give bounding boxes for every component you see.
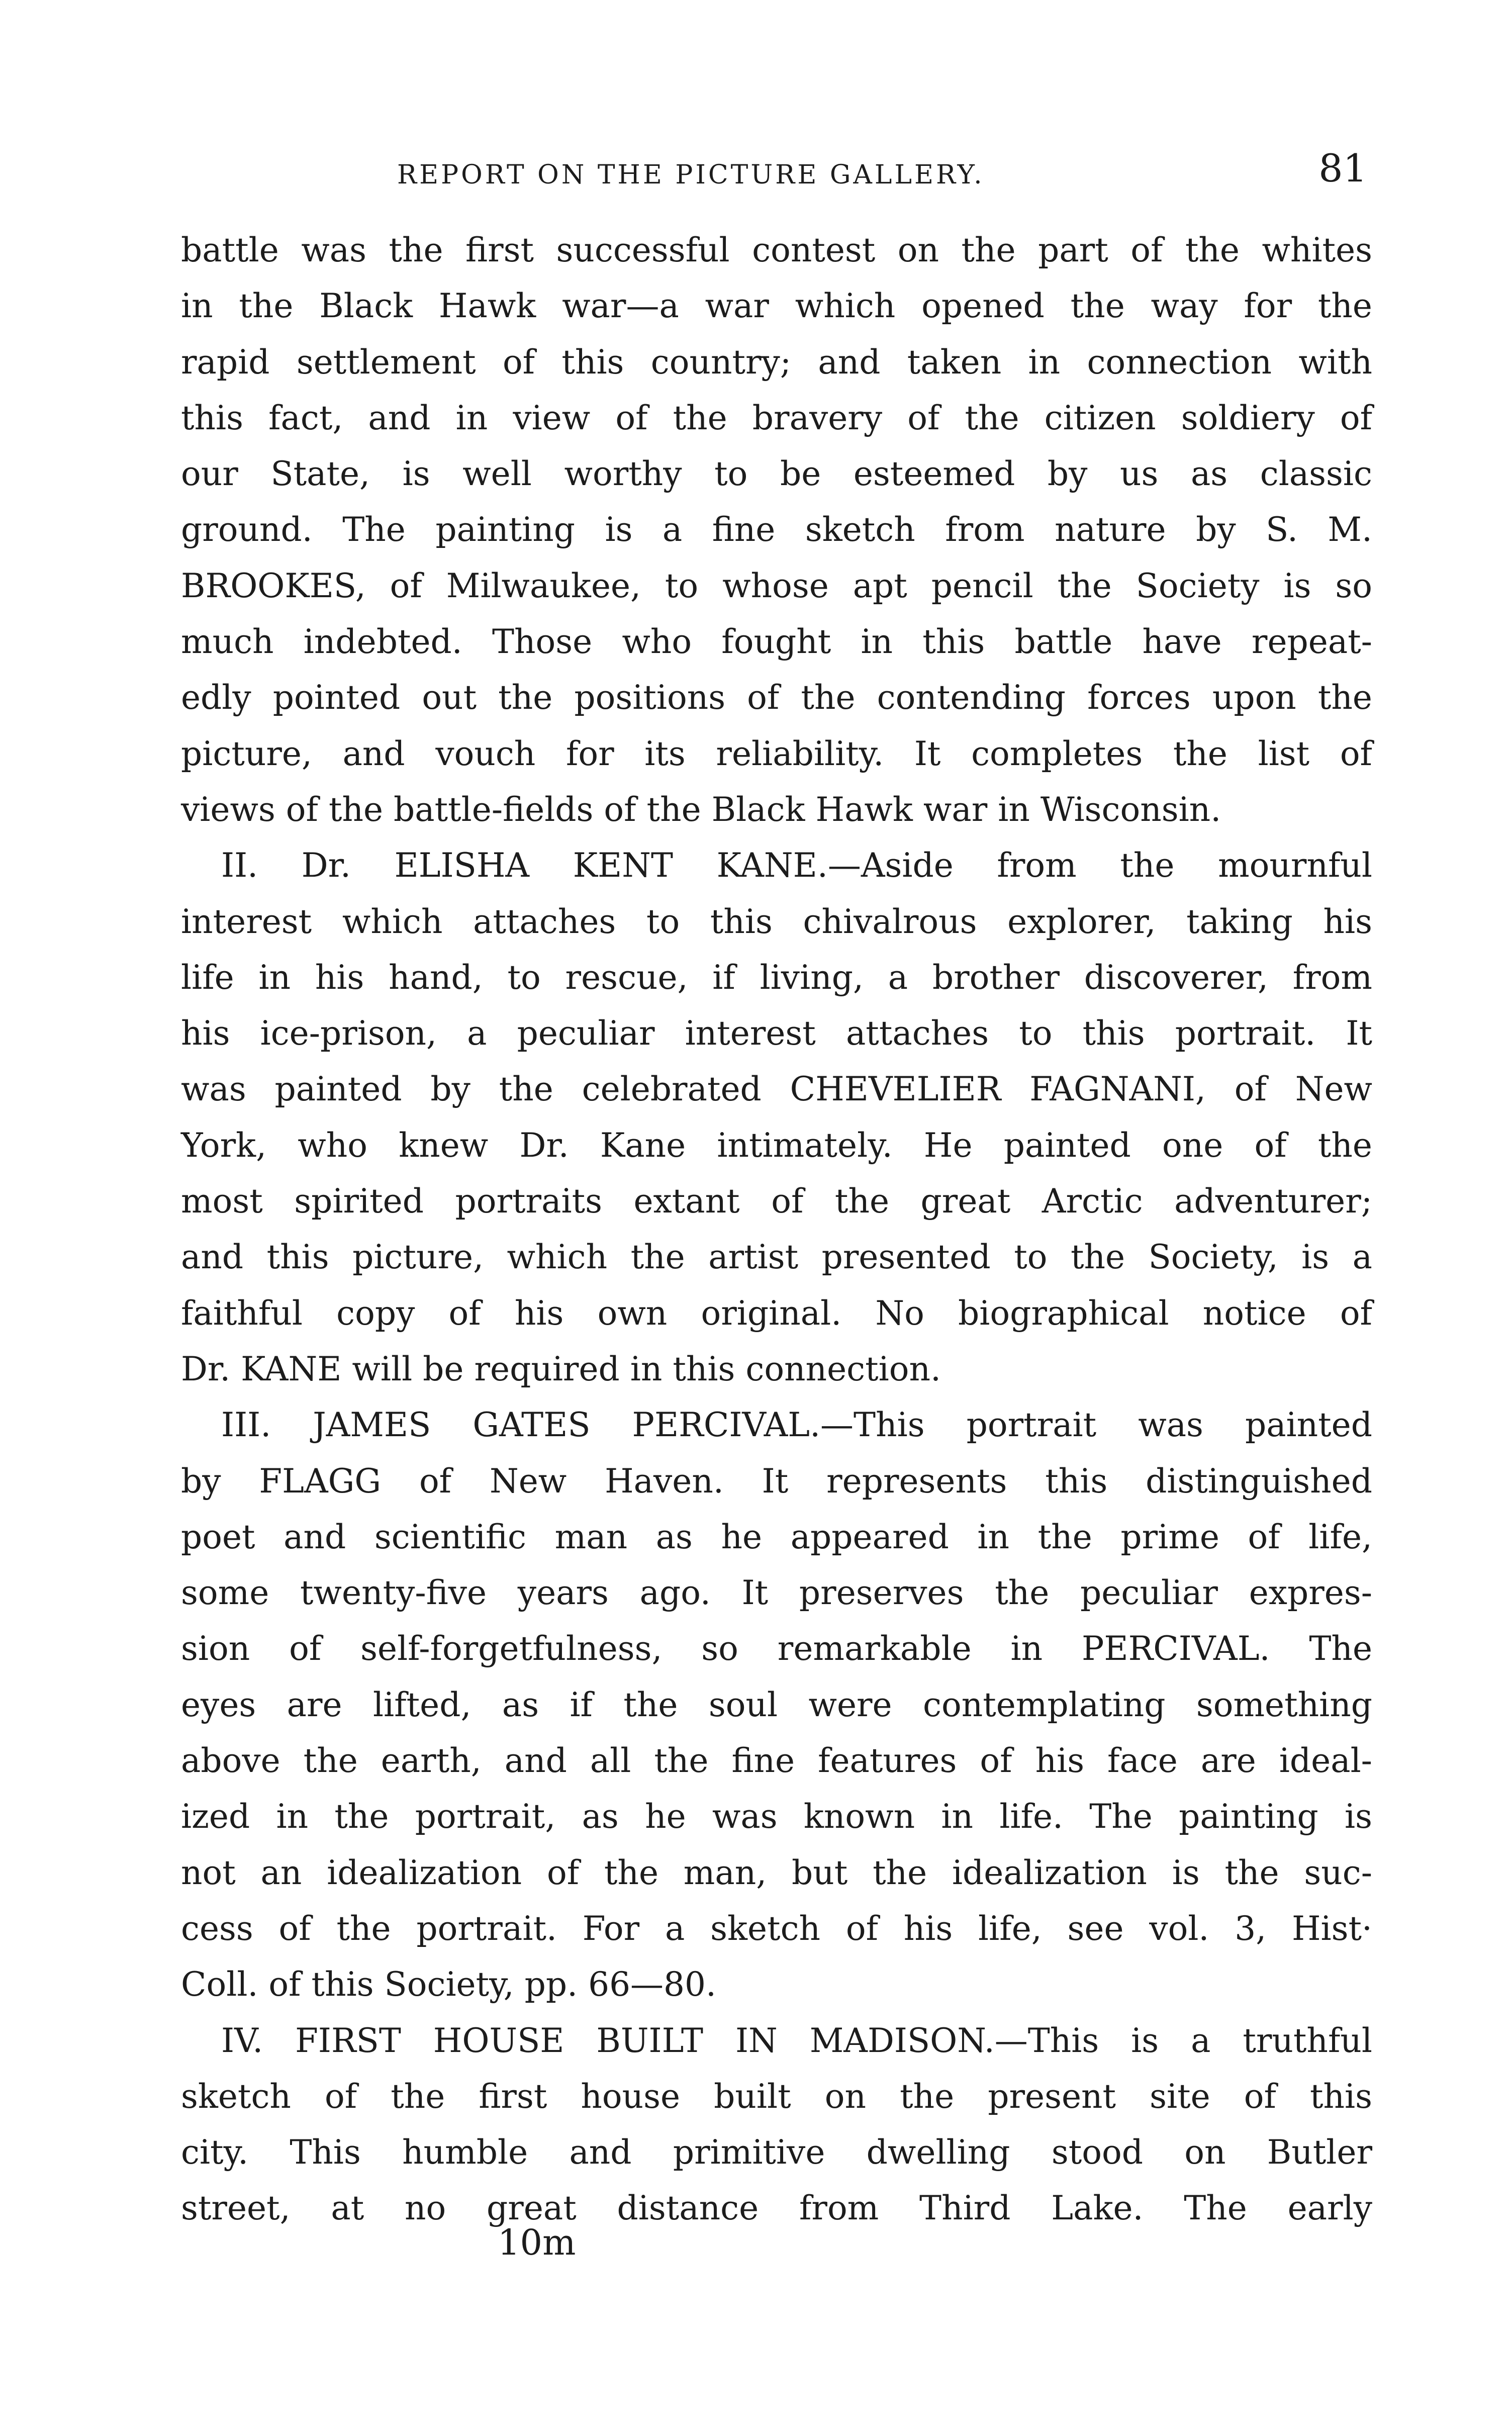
text-line: his ice-prison, a peculiar interest attaches to this portrait. It — [181, 1014, 1372, 1053]
signature-mark: 10m — [498, 2222, 576, 2263]
text-line: our State, is well worthy to be esteemed by us as classic — [181, 454, 1372, 494]
text-line: battle was the first successful contest on the part of the whites — [181, 231, 1372, 269]
text-line: eyes are lifted, as if the soul were contemplating something — [181, 1685, 1372, 1724]
text-line: above the earth, and all the fine features of his face are ideal- — [181, 1741, 1372, 1781]
text-line: by FLAGG of New Haven. It represents this distinguished — [181, 1461, 1372, 1501]
text-line: and this picture, which the artist presented to the Society, is a — [181, 1238, 1372, 1277]
text-line: city. This humble and primitive dwelling stood on Butler — [181, 2133, 1372, 2172]
text-line: cess of the portrait. For a sketch of his life, see vol. 3, Hist· — [181, 1909, 1372, 1948]
text-line: street, at no great distance from Third Lake. The early — [181, 2189, 1372, 2228]
text-line: views of the battle-fields of the Black Hawk war in Wisconsin. — [181, 790, 1221, 829]
text-line: York, who knew Dr. Kane intimately. He painted one of the — [181, 1126, 1372, 1165]
section-heading-line: IV. FIRST HOUSE BUILT IN MADISON.—This is a truthful — [221, 2021, 1372, 2060]
text-line: picture, and vouch for its reliability. It completes the list of — [181, 734, 1372, 773]
text-line: Coll. of this Society, pp. 66—80. — [181, 1965, 717, 2004]
text-line: Dr. KANE will be required in this connection. — [181, 1349, 941, 1388]
text-line: edly pointed out the positions of the contending forces upon the — [181, 678, 1372, 717]
running-title: REPORT ON THE PICTURE GALLERY. — [397, 160, 985, 190]
text-line: faithful copy of his own original. No biographical notice of — [181, 1293, 1372, 1333]
text-line: most spirited portraits extant of the great Arctic adventurer; — [181, 1182, 1372, 1221]
section-heading-line: III. JAMES GATES PERCIVAL.—This portrait was painted — [221, 1406, 1372, 1445]
text-line: sion of self-forgetfulness, so remarkable in PERCIVAL. The — [181, 1629, 1372, 1668]
text-line: BROOKES, of Milwaukee, to whose apt pencil the Society is so — [181, 566, 1372, 605]
text-line: this fact, and in view of the bravery of the citizen soldiery of — [181, 398, 1372, 437]
text-line: not an idealization of the man, but the idealization is the suc- — [181, 1853, 1372, 1892]
text-line: much indebted. Those who fought in this battle have repeat- — [181, 622, 1372, 662]
page-header — [186, 146, 1367, 196]
body-text — [181, 222, 1372, 2236]
text-line: ized in the portrait, as he was known in life. The painting is — [181, 1797, 1372, 1836]
text-line: ground. The painting is a fine sketch from nature by S. M. — [181, 510, 1372, 549]
text-line: was painted by the celebrated CHEVELIER FAGNANI, of New — [181, 1070, 1372, 1109]
text-line: sketch of the first house built on the present site of this — [181, 2077, 1372, 2116]
text-line: rapid settlement of this country; and taken in connection with — [181, 342, 1372, 382]
section-heading-line: II. Dr. ELISHA KENT KANE.—Aside from the mournful — [221, 846, 1372, 885]
text-line: poet and scientific man as he appeared in the prime of life, — [181, 1517, 1372, 1556]
text-line: some twenty-five years ago. It preserves the peculiar expres- — [181, 1573, 1372, 1613]
text-line: in the Black Hawk war—a war which opened the way for the — [181, 287, 1372, 326]
text-line: interest which attaches to this chivalrous explorer, taking his — [181, 902, 1372, 941]
text-line: life in his hand, to rescue, if living, a brother discoverer, from — [181, 958, 1372, 997]
page-number: 81 — [1318, 146, 1367, 191]
